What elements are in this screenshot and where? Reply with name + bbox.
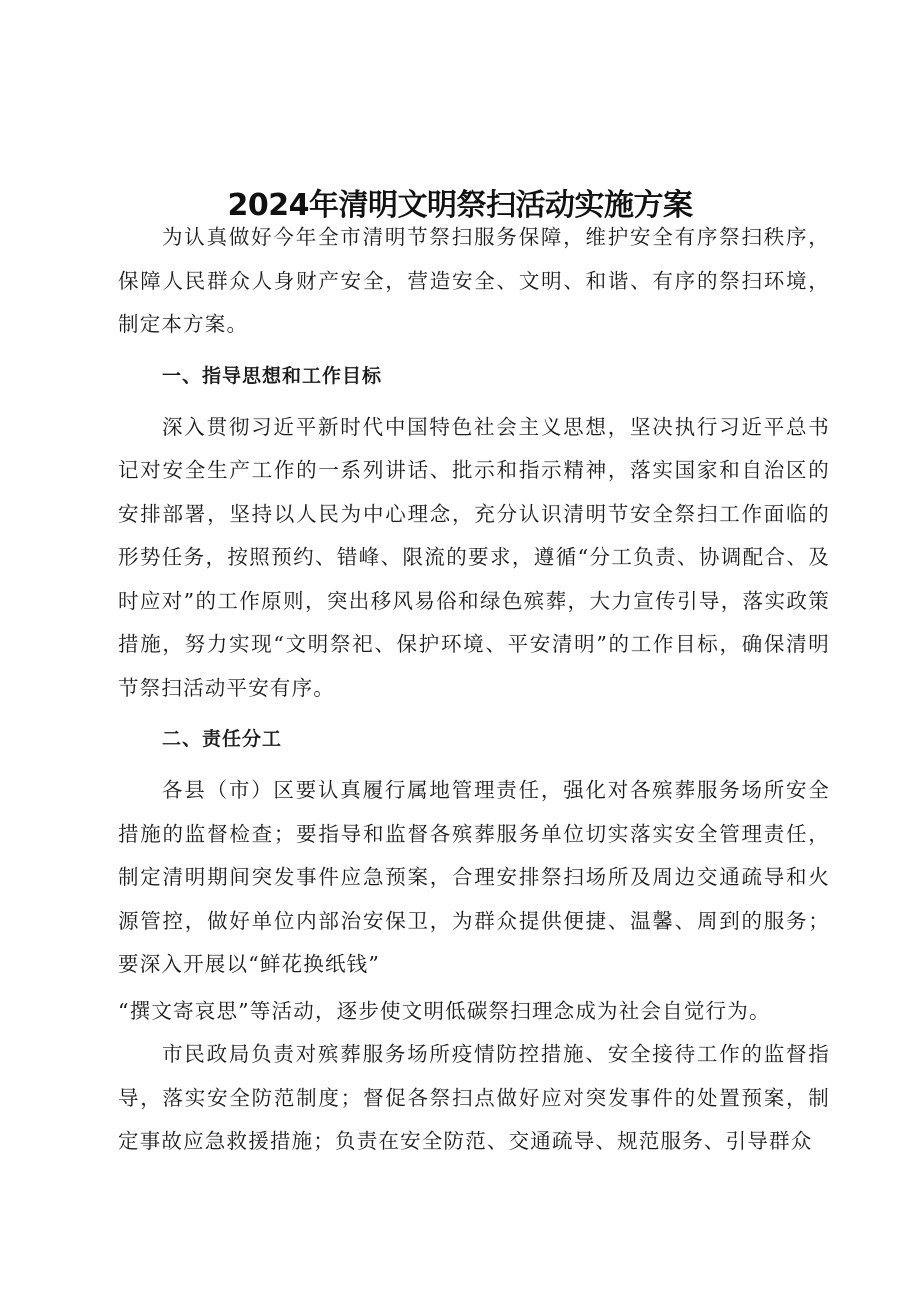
document-body xyxy=(118,216,830,1167)
county-responsibility-continuation: “撰文寄哀思”等活动，逐步使文明低碳祭扫理念成为社会自觉行为。 xyxy=(118,998,771,1023)
section-heading-guiding-ideology: 一、指导思想和工作目标 xyxy=(162,364,383,387)
civil-affairs-paragraph: 市民政局负责对殡葬服务场所疫情防控措施、安全接待工作的监督指导，落实安全防范制度；督促各祭扫点做好应对突发事件的处置预案，制定事故应急救援措施；负责在安全防范、交通疏导、规范服务、引导群众 xyxy=(118,1042,830,1153)
guiding-ideology-paragraph: 深入贯彻习近平新时代中国特色社会主义思想，坚决执行习近平总书记对安全生产工作的一系列讲话、批示和指示精神，落实国家和自治区的安排部署，坚持以人民为中心理念，充分认识清明节安全祭扫工作面临的形势任务，按照预约、错峰、限流的要求，遵循“分工负责、协调配合、及时应对”的工作原则，突出移风易俗和绿色殡葬，大力宣传引导，落实政策措施，努力实现“文明祭祀、保护环境、平安清明”的工作目标，确保清明节祭扫活动平安有序。 xyxy=(118,414,830,700)
document-title: 2024年清明文明祭扫活动实施方案 xyxy=(227,188,693,224)
section-heading-responsibilities: 二、责任分工 xyxy=(162,728,283,750)
county-responsibility-paragraph: 各县（市）区要认真履行属地管理责任，强化对各殡葬服务场所安全措施的监督检查；要指导和监督各殡葬服务单位切实落实安全管理责任，制定清明期间突发事件应急预案，合理安排祭扫场所及周边交通疏导和火源管控，做好单位内部治安保卫，为群众提供便捷、温馨、周到的服务；要深入开展以“鲜花换纸钱” xyxy=(118,778,830,976)
intro-paragraph: 为认真做好今年全市清明节祭扫服务保障，维护安全有序祭扫秩序，保障人民群众人身财产安全，营造安全、文明、和谐、有序的祭扫环境，制定本方案。 xyxy=(118,225,830,336)
